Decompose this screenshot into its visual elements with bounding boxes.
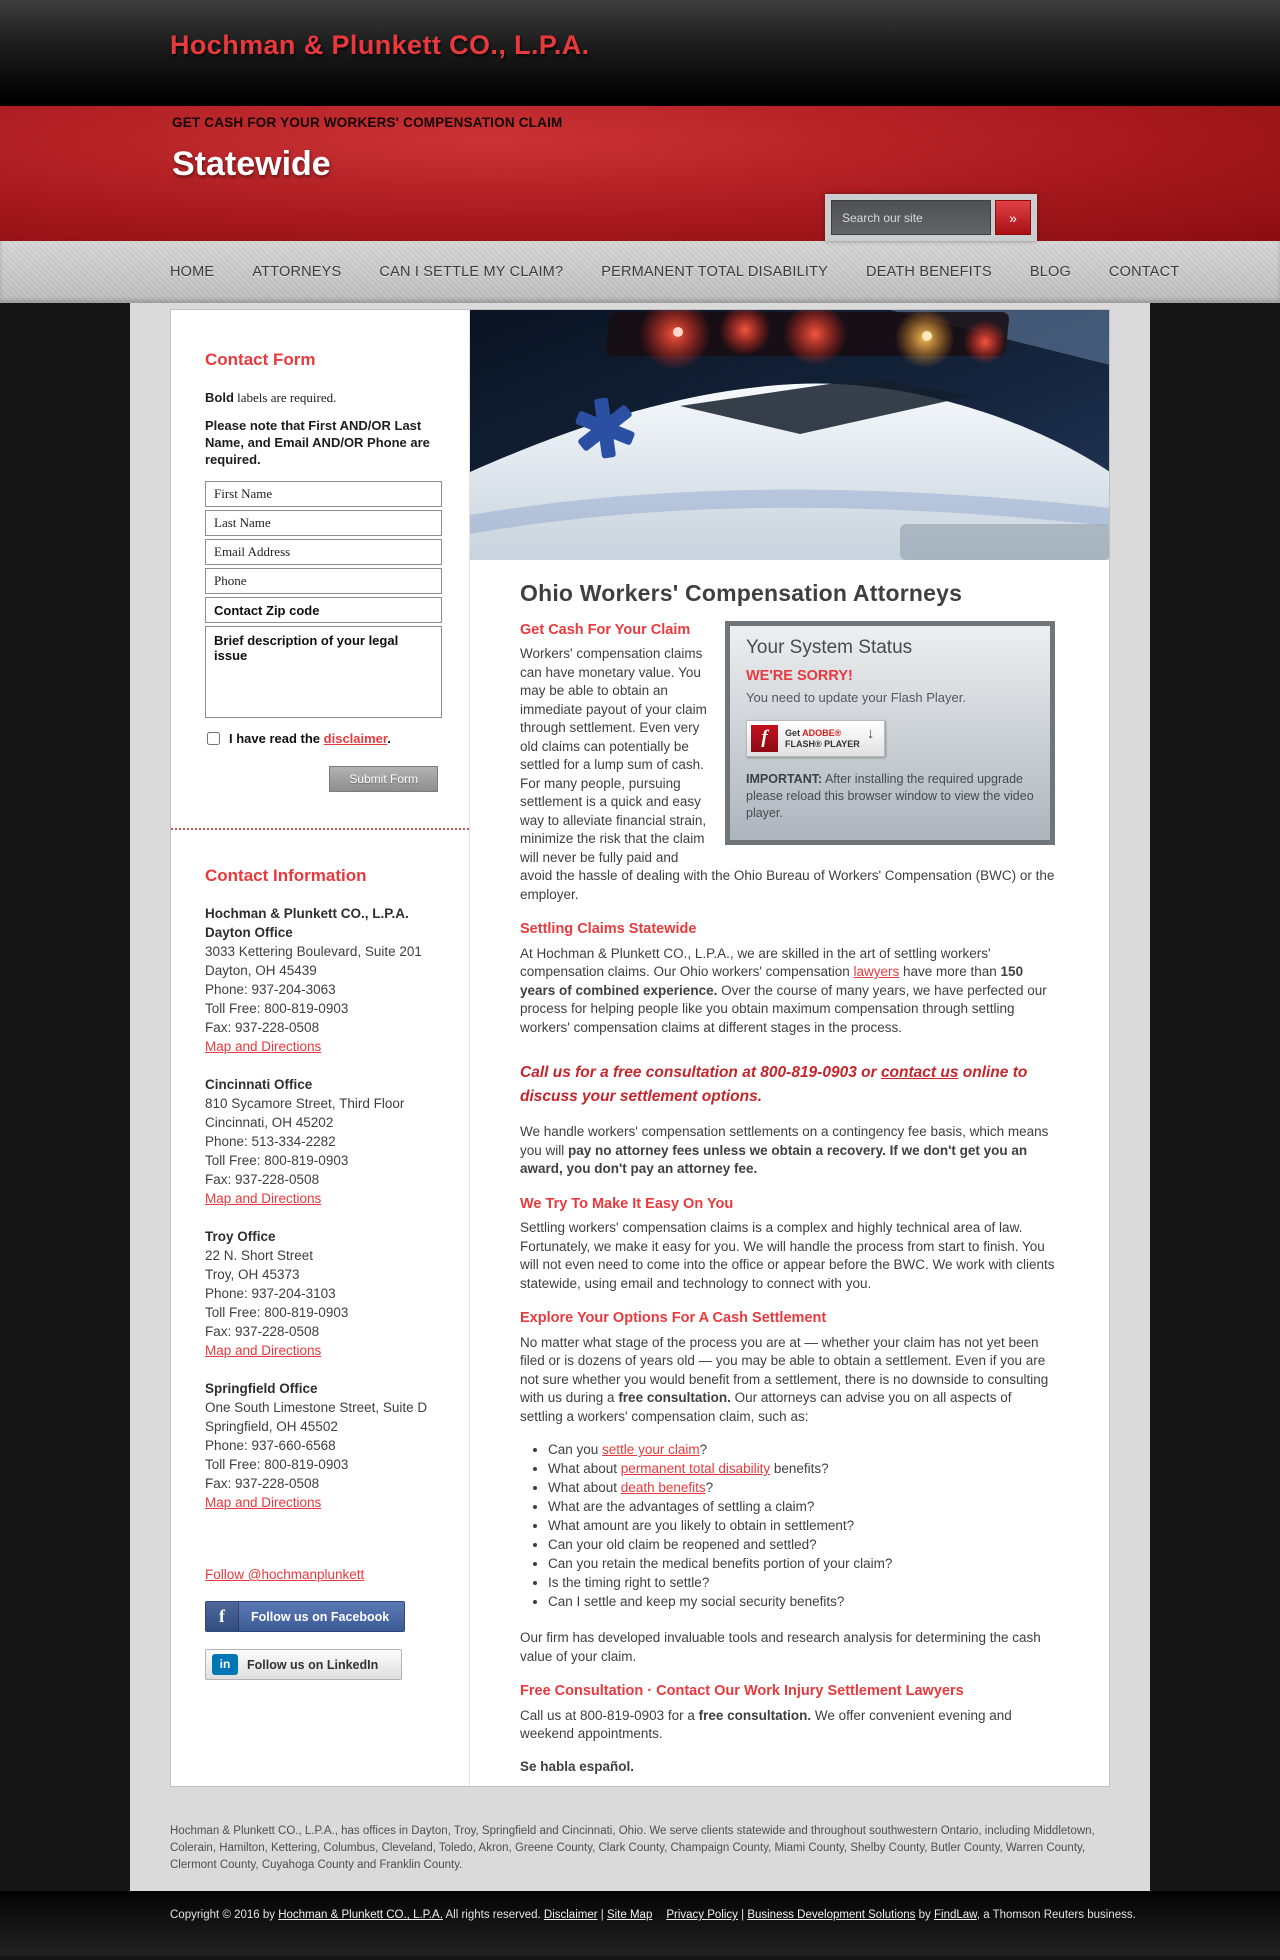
submit-form-button[interactable]: Submit Form [329, 766, 438, 792]
flash-button-label: Get ADOBE® FLASH® PLAYER [785, 727, 860, 749]
system-status-important: IMPORTANT: After installing the required upgrade please reload this browser window to view the video player. [746, 772, 1034, 820]
search-submit-button[interactable] [995, 200, 1031, 235]
map-directions-link[interactable]: Map and Directions [205, 1495, 322, 1510]
settling-heading: Settling Claims Statewide [520, 921, 697, 937]
hero-tagline: GET CASH FOR YOUR WORKERS' COMPENSATION CLAIM [172, 115, 563, 130]
first-name-field[interactable] [205, 481, 442, 507]
free-consultation-callout: Call us for a free consultation at 800-819-0903 or contact us online to discuss your settlement options. [520, 1064, 1028, 1105]
main-content [470, 310, 1110, 1786]
legal-issue-textarea[interactable] [205, 626, 442, 718]
contact-info-title: Contact Information [205, 866, 367, 885]
system-status-sorry: WE'RE SORRY! [746, 668, 853, 684]
system-status-box [725, 621, 1055, 846]
easy-heading: We Try To Make It Easy On You [520, 1195, 734, 1212]
explore-heading: Explore Your Options For A Cash Settlement [520, 1310, 827, 1326]
nav-item-attorneys[interactable]: ATTORNEYS [252, 264, 342, 280]
list-item: • What about death benefits? [548, 1478, 1055, 1497]
contact-form-title: Contact Form [205, 350, 316, 369]
linkedin-icon: in [212, 1654, 238, 1675]
office-springfield: Springfield Office One South Limestone Street, Suite D Springfield, OH 45502 Phone: 937-660-6568 Toll Free: 800-819-0903 Fax: 937-228-0508 Map and Directions [205, 1381, 428, 1510]
email-field[interactable] [205, 539, 442, 565]
hero-region-title: Statewide [172, 145, 331, 183]
linkedin-label: Follow us on LinkedIn [247, 1657, 379, 1672]
free-consult-heading: Free Consultation · Contact Our Work Injury Settlement Lawyers [520, 1683, 964, 1699]
list-item: • What about permanent total disability benefits? [548, 1459, 1055, 1478]
disclaimer-checkbox-row [207, 731, 442, 746]
flash-logo-icon: f [751, 725, 778, 752]
site-header [0, 0, 1280, 106]
get-cash-heading: Get Cash For Your Claim [520, 621, 691, 638]
facebook-follow-button[interactable] [205, 1601, 405, 1632]
office-name: Troy Office [205, 1229, 276, 1244]
map-directions-link[interactable]: Map and Directions [205, 1343, 322, 1358]
page-wrapper [130, 303, 1150, 1891]
list-item: • Can you settle your claim? [548, 1440, 1055, 1459]
hero-band [0, 106, 1280, 241]
list-item: • Is the timing right to settle? [548, 1573, 1055, 1592]
main-nav [0, 241, 1280, 303]
search-input[interactable] [831, 200, 991, 235]
office-dayton: Hochman & Plunkett CO., L.P.A. Dayton Office 3033 Kettering Boulevard, Suite 201 Dayton, OH 45439 Phone: 937-204-3063 Toll Free: 800-819-0903 Fax: 937-228-0508 Map and Directions [205, 906, 422, 1054]
search-submit-icon: » [1009, 209, 1017, 226]
list-item: • What are the advantages of settling a claim? [548, 1497, 1055, 1516]
office-troy: Troy Office 22 N. Short Street Troy, OH 45373 Phone: 937-204-3103 Toll Free: 800-819-0903 Fax: 937-228-0508 Map and Directions [205, 1229, 349, 1358]
nav-item-death-benefits[interactable]: DEATH BENEFITS [866, 264, 992, 280]
system-status-title: Your System Status [746, 636, 913, 658]
get-cash-paragraph: Workers' compensation claims can have monetary value. You may be able to obtain an immediate payout of your claim through settlement. Even very old claims can potentially be settled for a lump sum of cash. For many people, pursuing settlement is a quick and easy way to alleviate financial strain, minimize the risk that the claim will never be fully paid and avoid the hassle of dealing with the Ohio Bureau of Workers' Compensation (BWC) or the employer. [520, 646, 1055, 902]
form-note-required: Please note that First AND/OR Last Name, and Email AND/OR Phone are required. [205, 418, 430, 467]
list-item: • Can I settle and keep my social security benefits? [548, 1592, 1055, 1611]
twitter-follow-link[interactable]: Follow @hochmanplunkett [205, 1567, 365, 1582]
content-panel [170, 309, 1110, 1787]
office-firm-name: Hochman & Plunkett CO., L.P.A. [205, 906, 409, 921]
facebook-label: Follow us on Facebook [251, 1609, 390, 1624]
lawyers-link[interactable]: lawyers [853, 964, 900, 979]
footer-disclaimer: Hochman & Plunkett CO., L.P.A., has offices in Dayton, Troy, Springfield and Cincinnati, Ohio. We serve clients statewide and throughout southwestern Ontario, including Middletown, Colerain, Hamilton, Kettering, Columbus, Cleveland, Toledo, Akron, Greene County, Clark County, Champaign County, Miami County, Shelby County, Butler County, Warren County, Clermont County, Cuyahoga County and Franklin County. [170, 1825, 1095, 1871]
free-consult-paragraph: Call us at 800-819-0903 for a free consultation. We offer convenient evening and weekend appointments. [520, 1707, 1012, 1741]
death-benefits-link[interactable]: death benefits [620, 1480, 706, 1495]
linkedin-follow-button[interactable] [205, 1649, 402, 1680]
copyright-text: Copyright © 2016 by Hochman & Plunkett CO., L.P.A. All rights reserved. Disclaimer | Site Map Privacy Policy | Business Development Solutions by FindLaw, a Thomson Reuters business. [170, 1909, 1136, 1921]
contact-us-link[interactable]: contact us [880, 1064, 959, 1081]
office-name: Cincinnati Office [205, 1077, 313, 1092]
privacy-policy-link[interactable]: Privacy Policy [666, 1909, 738, 1921]
permanent-total-disability-link[interactable]: permanent total disability [620, 1461, 771, 1476]
list-item: • Can your old claim be reopened and settled? [548, 1535, 1055, 1554]
zip-code-field[interactable] [205, 597, 442, 623]
disclaimer-text: I have read the disclaimer. [229, 731, 391, 746]
disclaimer-link[interactable]: disclaimer [323, 731, 388, 746]
form-note: Bold labels are required. [205, 390, 337, 405]
list-item: • Can you retain the medical benefits portion of your claim? [548, 1554, 1055, 1573]
social-links [205, 1566, 442, 1680]
system-status-update-text: You need to update your Flash Player. [746, 689, 966, 705]
facebook-icon: f [206, 1602, 239, 1631]
contingency-paragraph: We handle workers' compensation settlements on a contingency fee basis, which means you will pay no attorney fees unless we obtain a recovery. If we don't get you an award, you don't pay an attorney fee. [520, 1124, 1049, 1176]
nav-item-can-i-settle[interactable]: CAN I SETTLE MY CLAIM? [379, 264, 564, 280]
last-name-field[interactable] [205, 510, 442, 536]
phone-field[interactable] [205, 568, 442, 594]
firm-link[interactable]: Hochman & Plunkett CO., L.P.A. [278, 1909, 443, 1921]
settlement-options-list [548, 1440, 1055, 1611]
office-cincinnati: Cincinnati Office 810 Sycamore Street, Third Floor Cincinnati, OH 45202 Phone: 513-334-2282 Toll Free: 800-819-0903 Fax: 937-228-0508 Map and Directions [205, 1077, 405, 1206]
business-development-link[interactable]: Business Development Solutions [747, 1909, 916, 1921]
settle-your-claim-link[interactable]: settle your claim [602, 1442, 700, 1457]
firm-name-title: Hochman & Plunkett CO., L.P.A. [170, 30, 590, 60]
tools-paragraph: Our firm has developed invaluable tools and research analysis for determining the cash value of your claim. [520, 1630, 1041, 1664]
sidebar-divider [171, 828, 469, 830]
office-name: Springfield Office [205, 1381, 318, 1396]
findlaw-link[interactable]: FindLaw [933, 1909, 977, 1921]
se-habla-text: Se habla español. [520, 1758, 635, 1774]
sidebar [171, 310, 470, 1786]
list-item: • What amount are you likely to obtain in settlement? [548, 1516, 1055, 1535]
article [470, 560, 1110, 1776]
disclaimer-checkbox[interactable] [207, 732, 220, 745]
office-name: Dayton Office [205, 925, 293, 940]
download-arrow-icon: ↓ [866, 725, 875, 742]
page-title: Ohio Workers' Compensation Attorneys [520, 580, 963, 606]
disclaimer-footer-link[interactable]: Disclaimer [543, 1909, 598, 1921]
explore-paragraph: No matter what stage of the process you are at — whether your claim has not yet been filed or is dozens of years old — you may be able to obtain a settlement. Even if you are not sure whether you would benefit from a settlement, there is no downside to consulting with us during a free consultation. Our attorneys can advise you on all aspects of settling a workers' compensation claim, such as: [520, 1334, 1049, 1424]
nav-item-contact[interactable]: CONTACT [1108, 264, 1180, 280]
settling-paragraph: At Hochman & Plunkett CO., L.P.A., we are skilled in the art of settling workers' compensation claims. Our Ohio workers' compensation lawyers have more than 150 years of combined experience. Over the course of many years, we have perfected our process for helping people like you obtain maximum compensation through settling workers' compensation claims at different stages in the process. [520, 945, 1047, 1035]
map-directions-link[interactable]: Map and Directions [205, 1191, 322, 1206]
get-flash-player-button[interactable] [746, 720, 885, 757]
site-search [825, 194, 1037, 241]
nav-item-permanent-total-disability[interactable]: PERMANENT TOTAL DISABILITY [601, 264, 829, 280]
nav-item-home[interactable]: HOME [170, 264, 215, 280]
easy-paragraph: Settling workers' compensation claims is a complex and highly technical area of law. Fortunately, we make it easy for you. We will handle the process from start to finish. You will not even need to come into the office or appear before the BWC. We work with clients statewide, using email and technology to connect with you. [520, 1220, 1055, 1291]
site-map-link[interactable]: Site Map [606, 1909, 653, 1921]
map-directions-link[interactable]: Map and Directions [205, 1039, 322, 1054]
copyright-bar [0, 1891, 1280, 1956]
nav-item-blog[interactable]: BLOG [1029, 264, 1071, 280]
ambulance-photo [470, 310, 1110, 560]
